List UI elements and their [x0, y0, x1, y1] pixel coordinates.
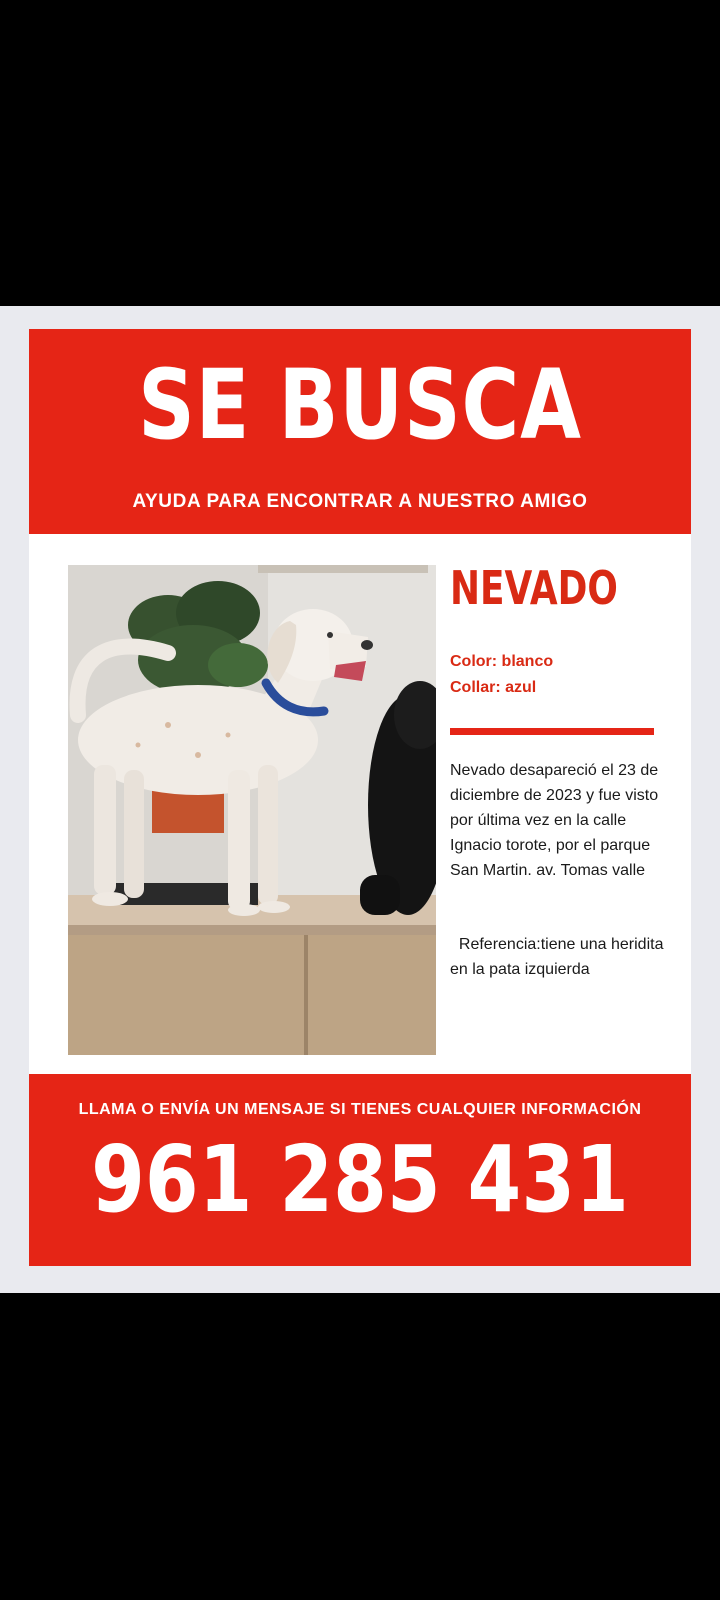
- missing-dog-poster: [29, 329, 691, 1266]
- contact-cta: LLAMA O ENVÍA UN MENSAJE SI TIENES CUALQUIER INFORMACIÓN: [78, 1101, 642, 1118]
- poster-title: SE BUSCA: [138, 349, 582, 461]
- description-text: Nevado desapareció el 23 de diciembre de 2023 y fue visto por última vez en la calle Ignacio torote, por el parque San Martin. av. Tomas valle: [450, 762, 659, 879]
- poster-subtitle: AYUDA PARA ENCONTRAR A NUESTRO AMIGO: [132, 491, 588, 512]
- dog-photo-illustration: [68, 565, 436, 1055]
- section-divider: [450, 728, 654, 735]
- reference-text: Referencia:tiene una heridita en la pata izquierda: [450, 936, 664, 978]
- phone-number[interactable]: 961 285 431: [91, 1126, 629, 1233]
- image-viewer-sheet: [0, 306, 720, 1293]
- pet-name: NEVADO: [450, 561, 618, 615]
- header-band: [29, 329, 691, 534]
- dog-photo: [68, 565, 436, 1055]
- pet-collar: Collar: azul: [450, 679, 537, 696]
- contact-band: [29, 1074, 691, 1266]
- pet-color: Color: blanco: [450, 653, 554, 670]
